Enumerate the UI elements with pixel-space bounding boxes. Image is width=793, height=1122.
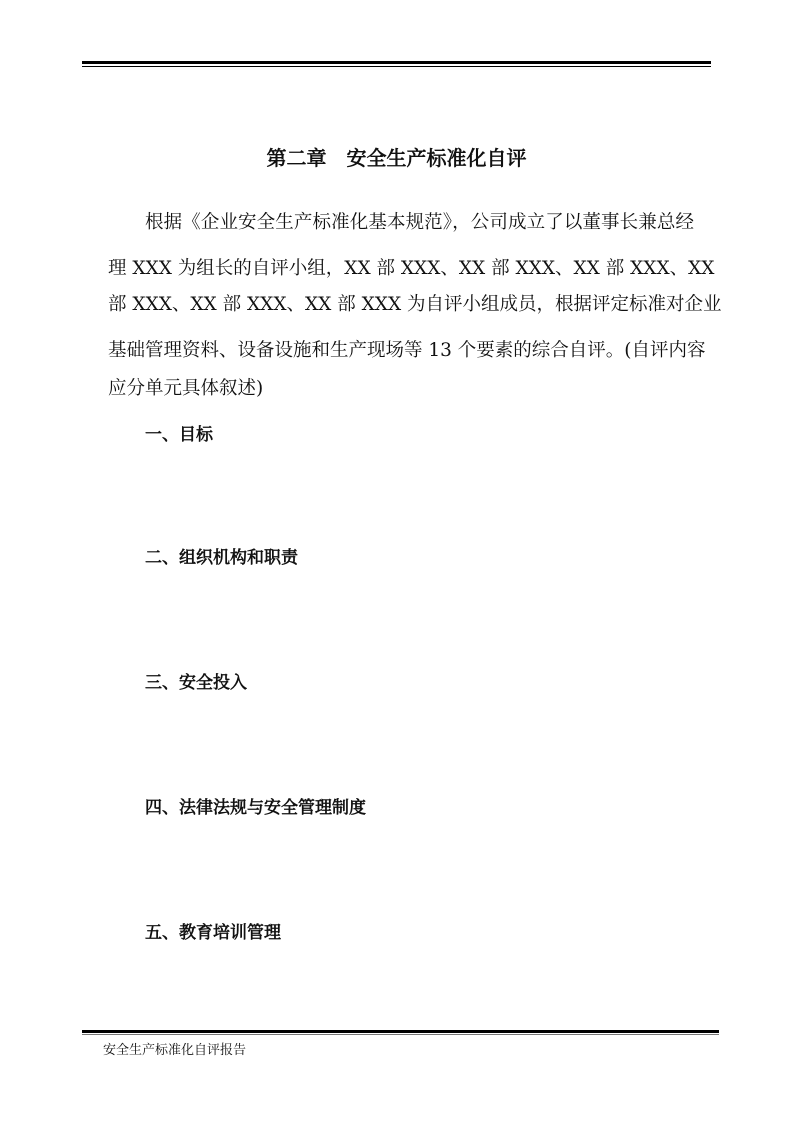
section-heading-training: 五、教育培训管理	[145, 923, 281, 943]
paragraph-line: 根据《企业安全生产标准化基本规范》，公司成立了以董事长兼总经	[145, 212, 694, 233]
paragraph-line: 基础管理资料、设备设施和生产现场等 13 个要素的综合自评。(自评内容	[108, 340, 706, 361]
section-heading-goals: 一、目标	[145, 425, 213, 445]
footer-text: 安全生产标准化自评报告	[103, 1043, 247, 1058]
section-heading-regulations: 四、法律法规与安全管理制度	[145, 798, 366, 818]
chapter-title: 第二章 安全生产标准化自评	[266, 146, 527, 170]
footer-rule-thick	[82, 1030, 719, 1033]
section-heading-organization: 二、组织机构和职责	[145, 548, 298, 568]
footer-rule-thin	[82, 1034, 719, 1035]
paragraph-line: 应分单元具体叙述)	[108, 378, 264, 399]
paragraph-line: 理 XXX 为组长的自评小组，XX 部 XXX、XX 部 XXX、XX 部 XXX、XX	[108, 258, 715, 279]
header-rule-thin	[82, 66, 711, 67]
header-rule-thick	[82, 61, 711, 64]
paragraph-line: 部 XXX、XX 部 XXX、XX 部 XXX 为自评小组成员，根据评定标准对企业	[108, 294, 722, 315]
section-heading-investment: 三、安全投入	[145, 673, 247, 693]
